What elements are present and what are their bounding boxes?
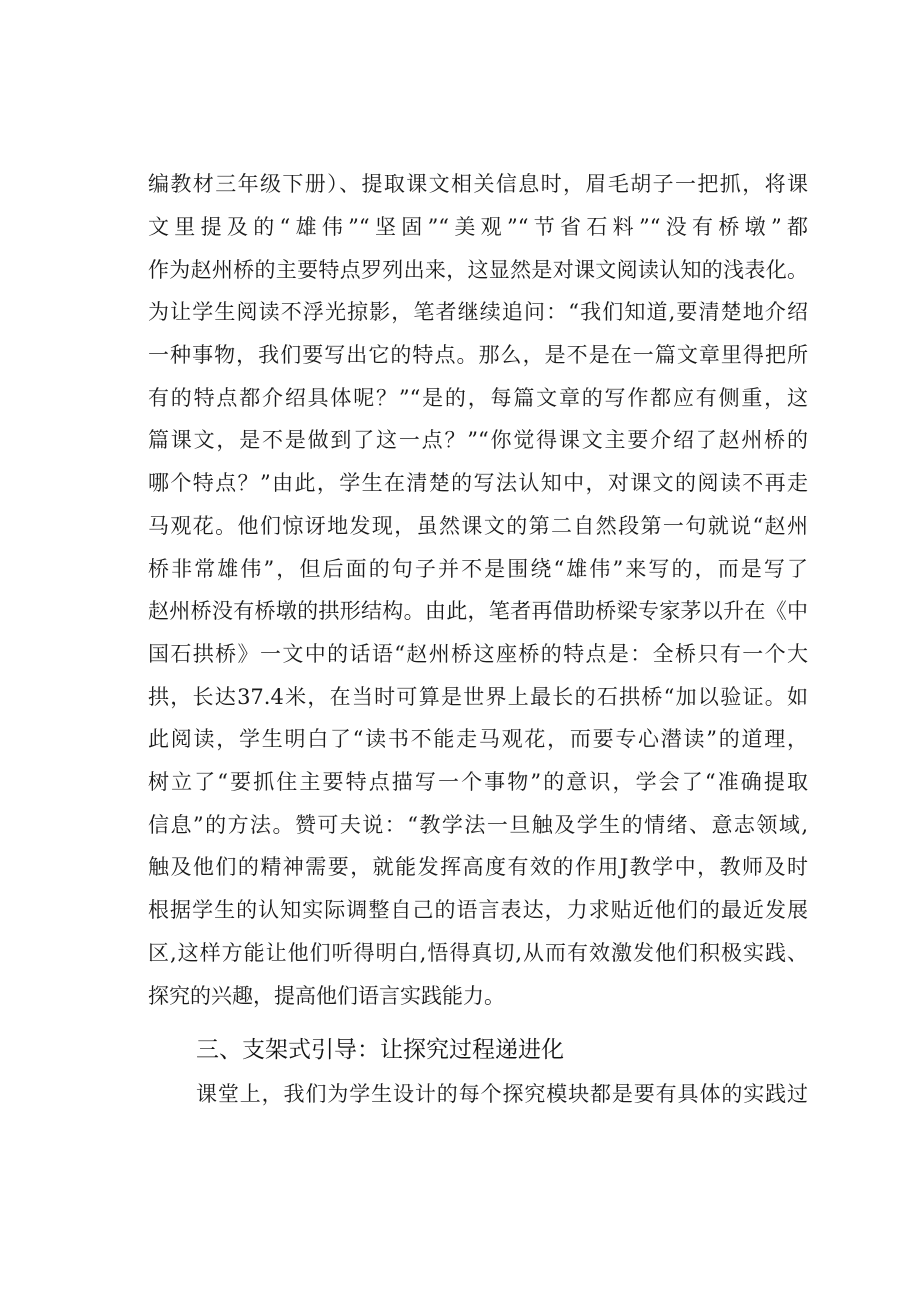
paragraph-line-7: 篇课文，是不是做到了这一点？”“你觉得课文主要介绍了赵州桥的 xyxy=(148,428,808,452)
paragraph-line-2: 文里提及的“雄伟”“坚固”“美观”“节省石料”“没有桥墩”都 xyxy=(148,215,808,239)
paragraph-line-18: 根据学生的认知实际调整自己的语言表达，力求贴近他们的最近发展 xyxy=(148,898,808,922)
paragraph-line-17: 触及他们的精神需要，就能发挥高度有效的作用J教学中，教师及时 xyxy=(148,855,808,879)
paragraph-line-6: 有的特点都介绍具体呢？”“是的，每篇文章的写作都应有侧重，这 xyxy=(148,386,808,410)
paragraph-line-10: 桥非常雄伟”，但后面的句子并不是围绕“雄伟”来写的，而是写了 xyxy=(148,557,808,581)
paragraph-line-1: 编教材三年级下册）、提取课文相关信息时，眉毛胡子一把抓，将课 xyxy=(148,172,808,196)
paragraph-line-20: 探究的兴趣，提高他们语言实践能力。 xyxy=(148,984,505,1008)
paragraph-line-14: 此阅读，学生明白了“读书不能走马观花，而要专心潜读”的道理， xyxy=(148,727,808,751)
paragraph-line-13: 拱，长达37.4米，在当时可算是世界上最长的石拱桥“加以验证。如 xyxy=(148,685,808,709)
next-paragraph-line: 课堂上，我们为学生设计的每个探究模块都是要有具体的实践过 xyxy=(196,1082,808,1106)
paragraph-line-5: 一种事物，我们要写出它的特点。那么，是不是在一篇文章里得把所 xyxy=(148,343,808,367)
paragraph-line-19: 区,这样方能让他们听得明白,悟得真切,从而有效激发他们积极实践、 xyxy=(148,941,808,965)
paragraph-line-16: 信息”的方法。赞可夫说：“教学法一旦触及学生的情绪、意志领域, xyxy=(148,813,808,837)
paragraph-line-15: 树立了“要抓住主要特点描写一个事物”的意识，学会了“准确提取 xyxy=(148,770,808,794)
section-heading: 三、支架式引导：让探究过程递进化 xyxy=(196,1037,564,1063)
paragraph-line-3: 作为赵州桥的主要特点罗列出来，这显然是对课文阅读认知的浅表化。 xyxy=(148,258,808,282)
paragraph-line-8: 哪个特点？”由此，学生在清楚的写法认知中，对课文的阅读不再走 xyxy=(148,471,808,495)
paragraph-line-9: 马观花。他们惊讶地发现，虽然课文的第二自然段第一句就说“赵州 xyxy=(148,514,808,538)
paragraph-line-12: 国石拱桥》一文中的话语“赵州桥这座桥的特点是：全桥只有一个大 xyxy=(148,642,808,666)
paragraph-line-4: 为让学生阅读不浮光掠影，笔者继续追问：“我们知道,要清楚地介绍 xyxy=(148,300,808,324)
paragraph-line-11: 赵州桥没有桥墩的拱形结构。由此，笔者再借助桥梁专家茅以升在《中 xyxy=(148,599,808,623)
